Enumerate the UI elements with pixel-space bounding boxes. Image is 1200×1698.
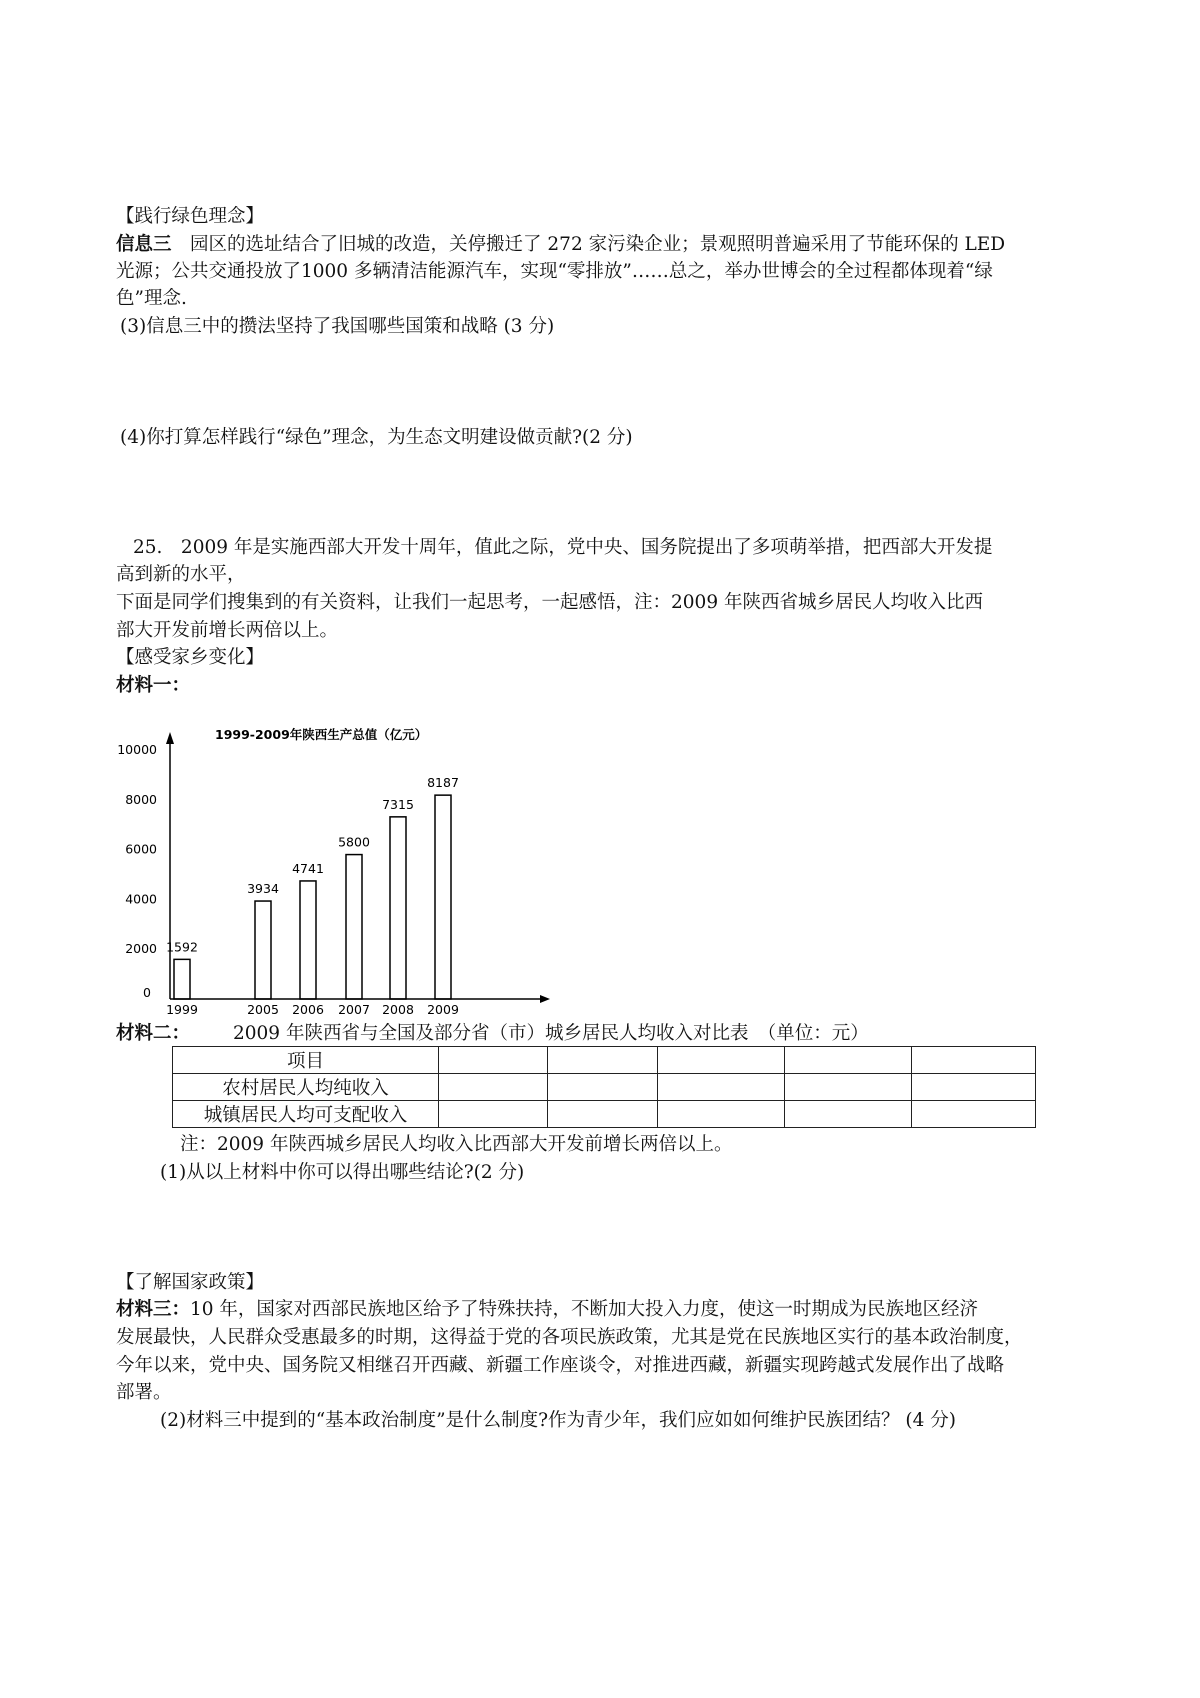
- table-cell: [785, 1074, 912, 1101]
- material-two-note: 注：2009 年陕西城乡居民人均收入比西部大开发前增长两倍以上。: [180, 1134, 733, 1155]
- table-row: [173, 1101, 1036, 1128]
- info-three-line2: 光源；公共交通投放了1000 多辆清洁能源汽车，实现“零排放”……总之，举办世博会的全过程都体现着“绿: [116, 261, 993, 282]
- q25-intro-line2: 高到新的水平，: [116, 564, 246, 585]
- income-comparison-table: [172, 1046, 1036, 1128]
- x-tick-label: 1999: [166, 1002, 198, 1017]
- table-cell: [658, 1047, 785, 1074]
- y-tick-label: 6000: [125, 841, 157, 857]
- home-change-heading: 【感受家乡变化】: [116, 647, 265, 668]
- row-label: 城镇居民人均可支配收入: [173, 1101, 439, 1128]
- x-tick-label: 2009: [427, 1002, 459, 1017]
- table-row: [173, 1074, 1036, 1101]
- national-policy-heading: 【了解国家政策】: [116, 1272, 265, 1293]
- material-one-label: 材料一：: [116, 675, 191, 696]
- question-3: (3)信息三中的攒法坚持了我国哪些国策和战略 (3 分): [120, 316, 555, 337]
- material-three-text1: 10 年，国家对西部民族地区给予了特殊扶持，不断加大投入力度，使这一时期成为民族地区经济: [190, 1299, 978, 1320]
- y-tick-label: 8000: [125, 791, 157, 807]
- bar-2005: [255, 901, 271, 999]
- y-tick-label: 4000: [125, 891, 157, 907]
- info-three-text1: 园区的选址结合了旧城的改造，关停搬迁了 272 家污染企业；景观照明普遍采用了节能环保的 LED: [190, 234, 1006, 255]
- x-tick-label: 2008: [382, 1002, 414, 1017]
- question-2: (2)材料三中提到的“基本政治制度”是什么制度?作为青少年，我们应如如何维护民族团结？ (4 分): [160, 1410, 957, 1431]
- material-three-line4: 部署。: [116, 1382, 172, 1403]
- table-cell: [439, 1074, 548, 1101]
- table-cell: [912, 1101, 1036, 1128]
- y-axis-arrow: [166, 732, 174, 744]
- material-three-line3: 今年以来，党中央、国务院又相继召开西藏、新疆工作座谈令，对推进西藏，新疆实现跨越式发展作出了战略: [116, 1355, 1005, 1376]
- q25-intro-line4: 部大开发前增长两倍以上。: [116, 620, 339, 641]
- table-row: [173, 1047, 1036, 1074]
- bar-2009: [435, 795, 451, 999]
- material-three-line1: [116, 1297, 978, 1323]
- table-cell: [439, 1047, 548, 1074]
- bar-value-label: 3934: [247, 881, 279, 897]
- x-tick-label: 2006: [292, 1002, 324, 1017]
- gdp-bar-chart: [117, 720, 555, 1020]
- info-three-line3: 色”理念.: [116, 288, 187, 309]
- info-three-line1: [116, 232, 1005, 258]
- bar-1999: [174, 959, 190, 999]
- bar-value-label: 5800: [338, 834, 370, 850]
- bar-value-label: 7315: [382, 796, 414, 812]
- bar-2006: [300, 881, 316, 999]
- x-tick-label: 2007: [338, 1002, 370, 1017]
- bar-2008: [390, 817, 406, 999]
- chart-title: 1999-2009年陕西生产总值（亿元）: [215, 727, 428, 742]
- table-cell: [658, 1074, 785, 1101]
- table-cell: [548, 1101, 658, 1128]
- material-three-label: 材料三：: [116, 1299, 191, 1320]
- bar-value-label: 1592: [166, 939, 198, 955]
- bar-value-label: 8187: [427, 775, 459, 791]
- question-4: (4)你打算怎样践行“绿色”理念，为生态文明建设做贡献?(2 分): [120, 427, 633, 448]
- table-title: 2009 年陕西省与全国及部分省（市）城乡居民人均收入对比表 （单位：元）: [233, 1023, 869, 1044]
- table-cell: [785, 1101, 912, 1128]
- bars-group: [166, 775, 459, 999]
- material-three-line2: 发展最快，人民群众受惠最多的时期，这得益于党的各项民族政策，尤其是党在民族地区实行的基本政治制度，: [116, 1327, 1023, 1348]
- y-tick-label: 2000: [125, 941, 157, 957]
- row-label: 农村居民人均纯收入: [173, 1074, 439, 1101]
- y-tick-label: 0: [143, 985, 151, 1000]
- x-axis-arrow: [540, 995, 550, 1003]
- table-cell: [658, 1101, 785, 1128]
- x-axis-ticks: [166, 1002, 459, 1017]
- bar-value-label: 4741: [292, 860, 324, 876]
- q25-intro-line1: 25. 2009 年是实施西部大开发十周年，值此之际，党中央、国务院提出了多项萌举措，把西部大开发提: [133, 537, 993, 558]
- y-axis-ticks: [117, 742, 157, 1000]
- q25-intro-line3: 下面是同学们搜集到的有关资料，让我们一起思考，一起感悟，注：2009 年陕西省城乡居民人均收入比西: [116, 592, 983, 613]
- bar-2007: [346, 855, 362, 999]
- material-two-label: 材料二：: [116, 1023, 191, 1044]
- x-tick-label: 2005: [247, 1002, 279, 1017]
- row-label: 项目: [173, 1047, 439, 1074]
- y-tick-label: 10000: [117, 742, 157, 757]
- table-cell: [439, 1101, 548, 1128]
- green-concept-heading: 【践行绿色理念】: [116, 206, 265, 227]
- table-cell: [912, 1074, 1036, 1101]
- table-cell: [912, 1047, 1036, 1074]
- question-1: (1)从以上材料中你可以得出哪些结论?(2 分): [160, 1162, 525, 1183]
- table-cell: [548, 1047, 658, 1074]
- table-cell: [785, 1047, 912, 1074]
- info-three-label: 信息三: [116, 234, 172, 255]
- table-cell: [548, 1074, 658, 1101]
